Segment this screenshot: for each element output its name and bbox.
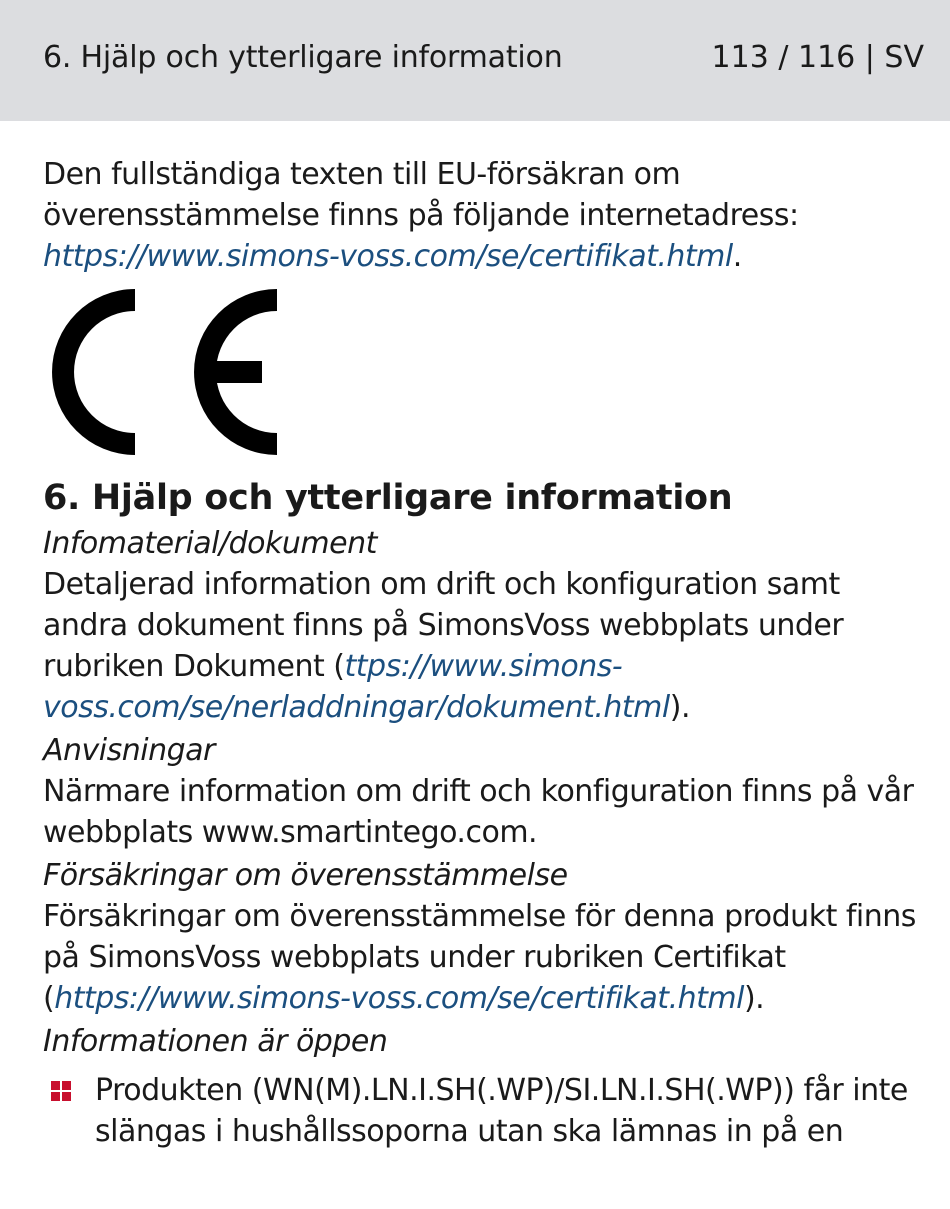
infomaterial-paragraph <box>43 564 928 728</box>
infomaterial-suffix: ). <box>669 690 690 725</box>
certificates-link[interactable]: https://www.simons-voss.com/se/certifikat.html <box>54 981 744 1016</box>
infomaterial-text: Detaljerad information om drift och konfiguration samt andra dokument finns på SimonsVoss webbplats under rubriken Dokument ( <box>43 567 844 684</box>
red-grid-bullet-icon <box>51 1081 71 1101</box>
header-title: 6. Hjälp och ytterligare information <box>43 40 563 75</box>
infomaterial-heading: Infomaterial/dokument <box>43 526 377 561</box>
intro-text: Den fullständiga texten till EU-försäkran om överensstämmelse finns på följande internetadress: <box>43 157 799 233</box>
page-content <box>43 154 928 1152</box>
page-header <box>0 0 950 121</box>
certificate-link[interactable]: https://www.simons-voss.com/se/certifikat.html <box>43 239 733 274</box>
intro-paragraph <box>43 154 928 277</box>
anvisningar-heading: Anvisningar <box>43 733 215 768</box>
forsakringar-paragraph <box>43 896 928 1019</box>
bullet-text: Produkten (WN(M).LN.I.SH(.WP)/SI.LN.I.SH(.WP)) får inte slängas i hushållssoporna utan ska lämnas in på en <box>95 1073 908 1149</box>
intro-suffix: . <box>732 239 742 274</box>
anvisningar-paragraph: Närmare information om drift och konfiguration finns på vår webbplats www.smartintego.com. <box>43 774 914 850</box>
forsakringar-suffix: ). <box>743 981 765 1016</box>
forsakringar-text: Försäkringar om överensstämmelse för denna produkt finns på SimonsVoss webbplats under rubriken Certifikat ( <box>43 899 916 1016</box>
informationen-heading: Informationen är öppen <box>43 1024 388 1059</box>
forsakringar-heading: Försäkringar om överensstämmelse <box>43 858 568 893</box>
page-number: 113 / 116 | SV <box>711 40 924 75</box>
list-item <box>43 1070 928 1152</box>
section-title: 6. Hjälp och ytterligare information <box>43 478 733 518</box>
ce-mark-icon <box>43 289 277 455</box>
documents-link[interactable]: ttps://www.simons-voss.com/se/nerladdningar/dokument.html <box>43 649 670 725</box>
